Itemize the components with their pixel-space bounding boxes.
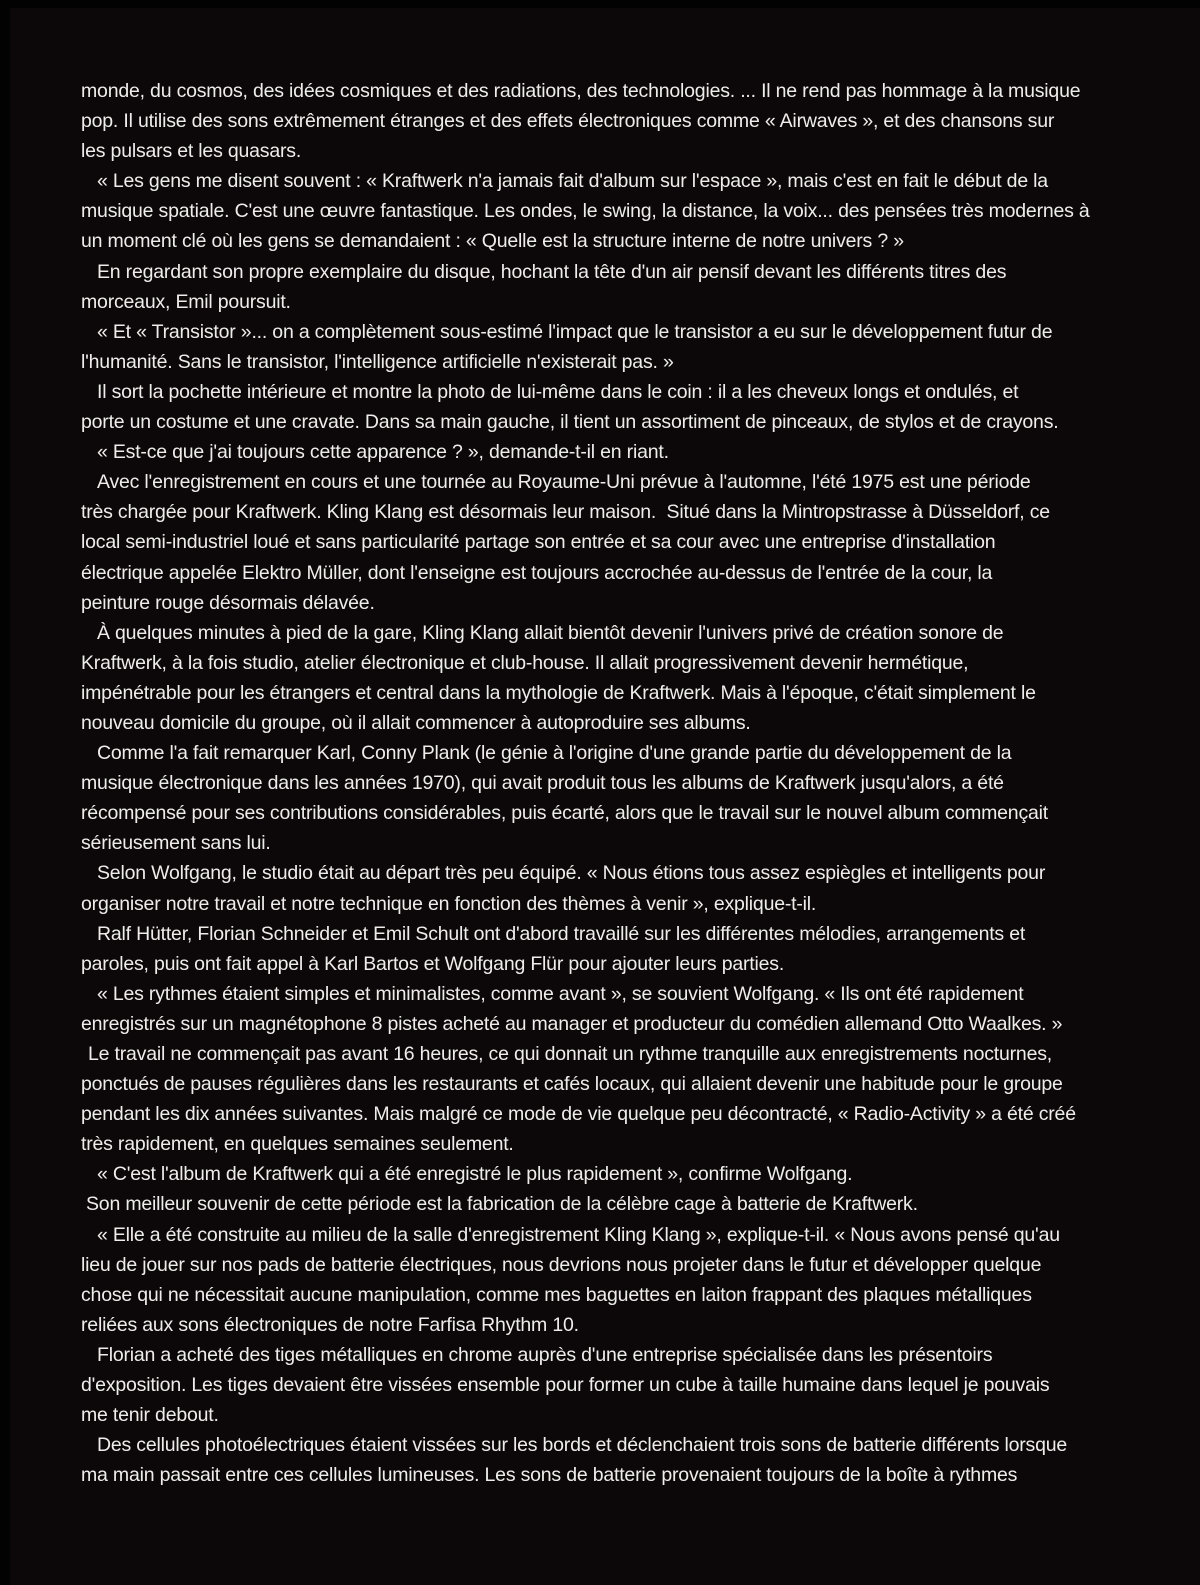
text-line: chose qui ne nécessitait aucune manipulation, comme mes baguettes en laiton frappant des plaques métalliques: [81, 1283, 1032, 1306]
text-line: « Les rythmes étaient simples et minimalistes, comme avant », se souvient Wolfgang. « Ils ont été rapidement: [97, 982, 1024, 1005]
text-line: Selon Wolfgang, le studio était au départ très peu équipé. « Nous étions tous assez espiègles et intelligents pour: [97, 862, 1046, 885]
text-line: Il sort la pochette intérieure et montre la photo de lui-même dans le coin : il a les cheveux longs et ondulés, et: [97, 380, 1019, 403]
text-line: enregistrés sur un magnétophone 8 pistes acheté au manager et producteur du comédien allemand Otto Waalkes. »: [81, 1012, 1063, 1035]
text-line: peinture rouge désormais délavée.: [81, 591, 375, 614]
text-line: d'exposition. Les tiges devaient être vissées ensemble pour former un cube à taille humaine dans lequel je pouvais: [81, 1374, 1050, 1397]
text-line: Comme l'a fait remarquer Karl, Conny Plank (le génie à l'origine d'une grande partie du développement de la: [97, 742, 1012, 765]
text-line: En regardant son propre exemplaire du disque, hochant la tête d'un air pensif devant les différents titres des: [97, 260, 1007, 283]
text-line: musique spatiale. C'est une œuvre fantastique. Les ondes, le swing, la distance, la voix... des pensées très modernes à: [81, 200, 1090, 223]
ebook-page: [10, 8, 1200, 1585]
text-line: l'humanité. Sans le transistor, l'intelligence artificielle n'existerait pas. »: [81, 350, 674, 373]
text-line: Des cellules photoélectriques étaient vissées sur les bords et déclenchaient trois sons de batterie différents lorsque: [97, 1434, 1068, 1457]
text-line: organiser notre travail et notre technique en fonction des thèmes à venir », explique-t-il.: [81, 892, 817, 915]
text-line: Le travail ne commençait pas avant 16 heures, ce qui donnait un rythme tranquille aux enregistrements nocturnes,: [88, 1043, 1052, 1065]
text-line: lieu de jouer sur nos pads de batterie électriques, nous devrions nous projeter dans le futur et développer quelque: [81, 1253, 1042, 1276]
text-line: pendant les dix années suivantes. Mais malgré ce mode de vie quelque peu décontracté, « Radio-Activity » a été créé: [81, 1103, 1076, 1126]
text-line: électrique appelée Elektro Müller, dont l'enseigne est toujours accrochée au-dessus de l'entrée de la cour, la: [81, 561, 993, 584]
paragraph: [81, 1189, 1131, 1219]
text-line: impénétrable pour les étrangers et central dans la mythologie de Kraftwerk. Mais à l'époque, c'était simplement le: [81, 681, 1036, 704]
paragraph: [81, 738, 1131, 858]
paragraph: [81, 1430, 1131, 1490]
text-line: nouveau domicile du groupe, où il allait commencer à autoproduire ses albums.: [81, 711, 751, 734]
paragraph: [81, 257, 1131, 317]
paragraph: [81, 166, 1131, 256]
text-line: monde, du cosmos, des idées cosmiques et des radiations, des technologies. ... Il ne rend pas hommage à la musique: [81, 80, 1081, 102]
text-line: un moment clé où les gens se demandaient : « Quelle est la structure interne de notre univers ? »: [81, 230, 904, 253]
paragraph: [81, 76, 1131, 166]
text-line: À quelques minutes à pied de la gare, Kling Klang allait bientôt devenir l'univers privé de création sonore de: [97, 621, 1004, 644]
text-line: Son meilleur souvenir de cette période est la fabrication de la célèbre cage à batterie de Kraftwerk.: [86, 1193, 918, 1216]
text-line: Florian a acheté des tiges métalliques en chrome auprès d'une entreprise spécialisée dans les présentoirs: [97, 1343, 993, 1366]
text-line: ponctués de pauses régulières dans les restaurants et cafés locaux, qui allaient devenir une habitude pour le groupe: [81, 1073, 1063, 1096]
text-line: musique électronique dans les années 1970), qui avait produit tous les albums de Kraftwerk jusqu'alors, a été: [81, 772, 1004, 795]
text-line: « Est-ce que j'ai toujours cette apparence ? », demande-t-il en riant.: [97, 441, 669, 464]
paragraph: [81, 858, 1131, 918]
text-line: « C'est l'album de Kraftwerk qui a été enregistré le plus rapidement », confirme Wolfgang.: [97, 1163, 853, 1186]
text-line: Kraftwerk, à la fois studio, atelier électronique et club-house. Il allait progressivement devenir hermétique,: [81, 651, 969, 674]
paragraph: [81, 1159, 1131, 1189]
paragraph: [81, 1220, 1131, 1340]
text-line: pop. Il utilise des sons extrêmement étranges et des effets électroniques comme « Airwaves », et des chansons sur: [81, 110, 1055, 133]
text-line: ma main passait entre ces cellules lumineuses. Les sons de batterie provenaient toujours de la boîte à rythmes: [81, 1464, 1018, 1487]
text-line: « Les gens me disent souvent : « Kraftwerk n'a jamais fait d'album sur l'espace », mais c'est en fait le début de la: [97, 170, 1048, 193]
paragraph: [81, 618, 1131, 738]
text-line: « Et « Transistor »... on a complètement sous-estimé l'impact que le transistor a eu sur le développement futur de: [97, 320, 1053, 343]
paragraph: [81, 467, 1131, 617]
paragraph: [81, 377, 1131, 437]
text-line: « Elle a été construite au milieu de la salle d'enregistrement Kling Klang », explique-t-il. « Nous avons pensé qu'au: [97, 1223, 1060, 1246]
paragraph: [81, 1340, 1131, 1430]
text-line: me tenir debout.: [81, 1404, 219, 1427]
text-line: les pulsars et les quasars.: [81, 140, 302, 163]
paragraph: [81, 979, 1131, 1039]
paragraph: [81, 437, 1131, 467]
text-line: porte un costume et une cravate. Dans sa main gauche, il tient un assortiment de pinceaux, de stylos et de crayons.: [81, 411, 1059, 434]
text-line: sérieusement sans lui.: [81, 832, 271, 855]
text-line: Avec l'enregistrement en cours et une tournée au Royaume-Uni prévue à l'automne, l'été 1975 est une période: [97, 471, 1031, 494]
page-text: [81, 76, 1131, 1490]
paragraph: [81, 1039, 1131, 1159]
text-line: morceaux, Emil poursuit.: [81, 290, 291, 313]
text-line: paroles, puis ont fait appel à Karl Bartos et Wolfgang Flür pour ajouter leurs parties.: [81, 952, 785, 975]
text-line: récompensé pour ses contributions considérables, puis écarté, alors que le travail sur le nouvel album commençait: [81, 802, 1048, 825]
paragraph: [81, 919, 1131, 979]
text-line: local semi-industriel loué et sans particularité partage son entrée et sa cour avec une entreprise d'installation: [81, 531, 996, 554]
text-line: très chargée pour Kraftwerk. Kling Klang est désormais leur maison. Situé dans la Mintropstrasse à Düsseldorf, ce: [81, 501, 1050, 524]
text-line: reliées aux sons électroniques de notre Farfisa Rhythm 10.: [81, 1313, 579, 1336]
text-line: Ralf Hütter, Florian Schneider et Emil Schult ont d'abord travaillé sur les différentes mélodies, arrangements et: [97, 922, 1026, 945]
paragraph: [81, 317, 1131, 377]
text-line: très rapidement, en quelques semaines seulement.: [81, 1133, 514, 1156]
